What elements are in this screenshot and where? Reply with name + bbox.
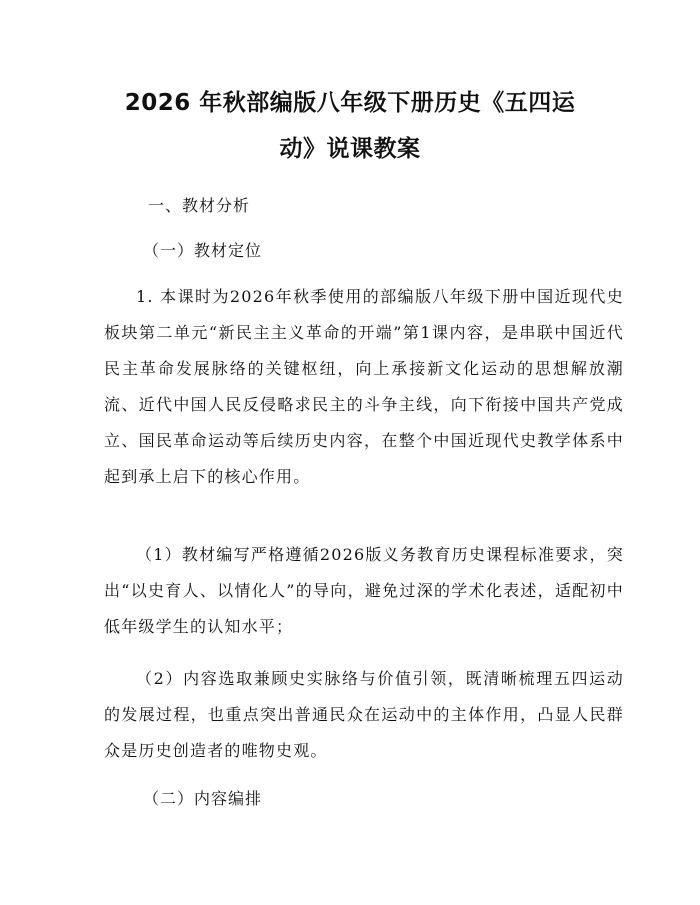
- subsection-heading-textbook-positioning: （一）教材定位: [143, 241, 263, 260]
- paragraph-lesson-position: 1. 本课时为2026年秋季使用的部编版八年级下册中国近现代史板块第二单元“新民主主义革命的开端”第1课内容，是串联中国近代民主革命发展脉络的关键枢纽，向上承接新文化运动的思想解放潮流、近代中国人民反侵略求民主的斗争主线，向下衔接中国共产党成立、国民革命运动等后续历史内容，在整个中国近现代史教学体系中起到承上启下的核心作用。: [104, 287, 624, 486]
- paragraph-content-selection: （2）内容选取兼顾史实脉络与价值引领，既清晰梳理五四运动的发展过程，也重点突出普通民众在运动中的主体作用，凸显人民群众是历史创造者的唯物史观。: [104, 669, 624, 760]
- document-title-line-2: 动》说课教案: [279, 136, 421, 162]
- subsection-heading-content-arrangement: （二）内容编排: [143, 789, 263, 808]
- document-title-line-1: 2026 年秋部编版八年级下册历史《五四运: [124, 90, 576, 116]
- paragraph-textbook-compilation: （1）教材编写严格遵循2026版义务教育历史课程标准要求，突出“以史育人、以情化人”的导向，避免过深的学术化表述，适配初中低年级学生的认知水平；: [104, 545, 624, 636]
- section-heading-textbook-analysis: 一、教材分析: [148, 196, 251, 215]
